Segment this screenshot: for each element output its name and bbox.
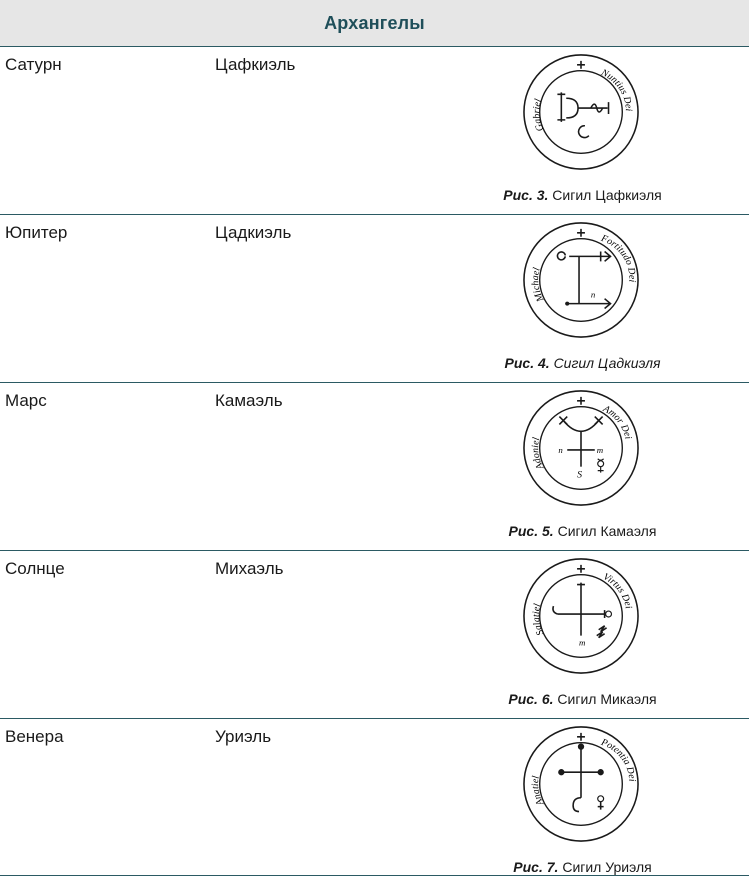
sigil-michael-image bbox=[522, 557, 640, 675]
svg-text:Anatiel bbox=[530, 775, 547, 808]
figure-title: Сигил Цадкиэля bbox=[553, 355, 661, 371]
ring-text-right: Amor Dei bbox=[601, 403, 634, 441]
svg-text:Salatiel bbox=[531, 602, 546, 637]
figure-title: Сигил Уриэля bbox=[562, 859, 652, 875]
ring-text-left: Salatiel bbox=[530, 602, 547, 638]
table-row bbox=[0, 719, 749, 876]
ring-text-right: Virtus Dei bbox=[601, 571, 634, 610]
sigil-letter-bottom: S bbox=[577, 469, 582, 481]
figure-caption bbox=[460, 691, 705, 707]
planet-cell: Юпитер bbox=[5, 223, 68, 242]
ring-text-right: Fortitudo Dei bbox=[599, 233, 638, 283]
figure-number: Рис. 5. bbox=[508, 523, 554, 539]
ring-text-right: Nuntius Dei bbox=[599, 67, 634, 112]
ring-text-left: Gabriel bbox=[531, 97, 547, 133]
table-title: Архангелы bbox=[324, 12, 425, 33]
ring-text-right: Potentia Dei bbox=[599, 737, 638, 782]
sigil-uriel-image bbox=[522, 725, 640, 843]
sigil-letter-left: n bbox=[558, 444, 563, 455]
archangel-cell: Уриэль bbox=[215, 727, 272, 746]
figure-caption bbox=[460, 355, 705, 371]
sigil-letter: m bbox=[579, 637, 586, 648]
planet-cell: Венера bbox=[5, 727, 64, 746]
figure-number: Рис. 6. bbox=[508, 691, 554, 707]
mercury-icon bbox=[598, 459, 604, 473]
ring-text-left: Michael bbox=[530, 266, 547, 304]
figure-caption bbox=[460, 523, 705, 539]
planet-cell: Марс bbox=[5, 391, 47, 410]
archangel-cell: Цафкиэль bbox=[215, 55, 296, 74]
planet-cell: Солнце bbox=[5, 559, 65, 578]
planet-cell: Сатурн bbox=[5, 55, 62, 74]
sigil-letter-right: m bbox=[596, 444, 604, 455]
figure-number: Рис. 4. bbox=[504, 355, 550, 371]
ring-text-left: Anatiel bbox=[530, 775, 547, 808]
table-row bbox=[0, 215, 749, 383]
archangel-cell: Михаэль bbox=[215, 559, 284, 578]
venus-icon bbox=[598, 796, 604, 802]
svg-text:Gabriel bbox=[531, 97, 546, 132]
ring-text-left: Adoniel bbox=[530, 436, 547, 472]
svg-text:Amor Dei bbox=[600, 403, 633, 441]
archangel-cell: Цадкиэль bbox=[215, 223, 292, 242]
figure-title: Сигил Микаэля bbox=[557, 691, 657, 707]
figure-title: Сигил Цафкиэля bbox=[552, 187, 662, 203]
table-header bbox=[0, 0, 749, 47]
sigil-zaphkiel-image bbox=[522, 53, 640, 171]
sigil-letter: n bbox=[590, 289, 596, 300]
figure-number: Рис. 3. bbox=[503, 187, 549, 203]
svg-text:Michael bbox=[530, 266, 547, 304]
figure-caption bbox=[460, 187, 705, 203]
svg-text:Nuntius Dei bbox=[598, 67, 634, 112]
table-row bbox=[0, 47, 749, 215]
sigil-camael-image bbox=[522, 389, 640, 507]
svg-text:Potentia Dei bbox=[599, 737, 638, 782]
archangel-cell: Камаэль bbox=[215, 391, 283, 410]
svg-text:Virtus Dei bbox=[601, 571, 634, 610]
figure-number: Рис. 7. bbox=[513, 859, 559, 875]
figure-caption bbox=[460, 859, 705, 875]
table-row bbox=[0, 383, 749, 551]
svg-text:Adoniel bbox=[530, 436, 547, 472]
sigil-zadkiel-image bbox=[522, 221, 640, 339]
table-row bbox=[0, 551, 749, 719]
svg-text:Fortitudo Dei bbox=[599, 233, 638, 283]
figure-title: Сигил Камаэля bbox=[557, 523, 657, 539]
